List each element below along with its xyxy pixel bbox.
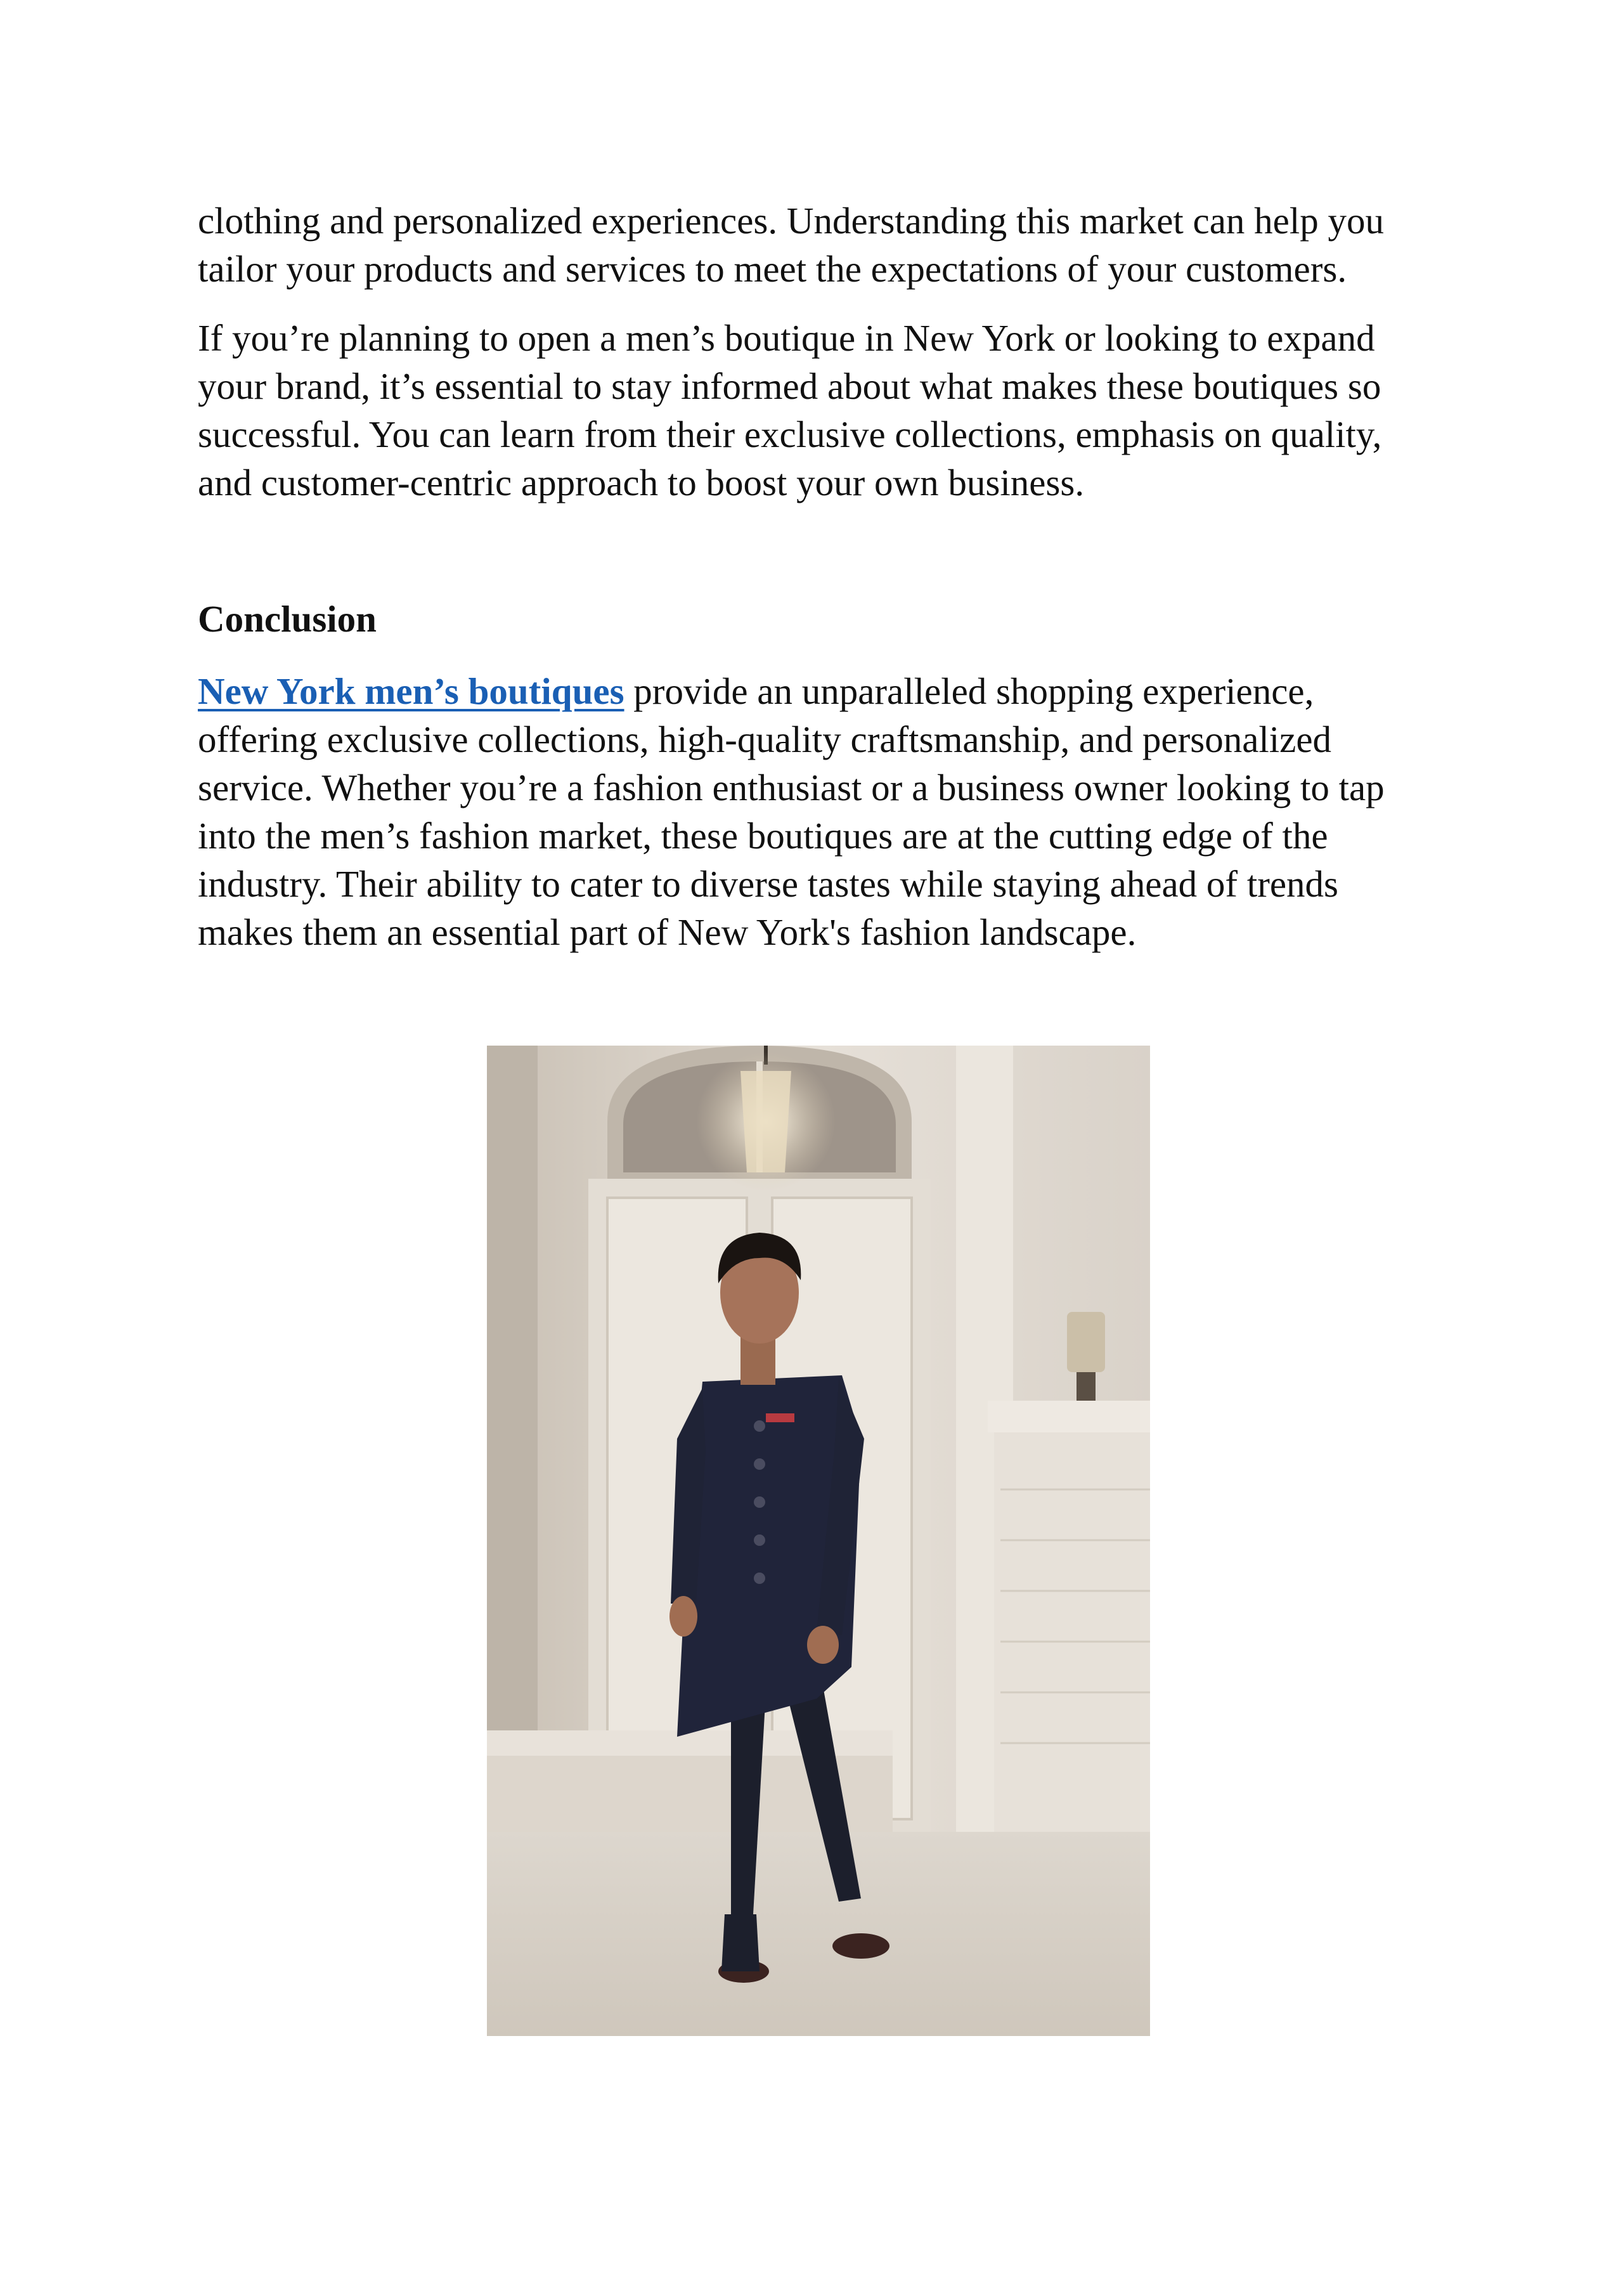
section-heading-conclusion: Conclusion xyxy=(198,598,377,640)
paragraph-intro: clothing and personalized experiences. Understanding this market can help you tailor your products and services to meet the expectations of your customers. xyxy=(198,200,1385,290)
paragraph-planning: If you’re planning to open a men’s boutique in New York or looking to expand your brand, it’s essential to stay informed about what makes these boutiques so successful. You can learn from their exclusive collections, emphasis on quality, and customer-centric approach to boost your own business. xyxy=(198,317,1382,503)
paragraph-conclusion-text: provide an unparalleled shopping experience, offering exclusive collections, high-quality craftsmanship, and personalized service. Whether you’re a fashion enthusiast or a business owner looking to tap into the men’s fashion market, these boutiques are at the cutting edge of the industry. Their ability to cater to diverse tastes while staying ahead of trends makes them an essential part of New York's fashion landscape. xyxy=(198,670,1385,953)
paragraph-conclusion xyxy=(198,667,1440,956)
boutiques-link[interactable]: New York men’s boutiques xyxy=(198,670,624,712)
boutique-model-photo xyxy=(487,1046,1150,2036)
